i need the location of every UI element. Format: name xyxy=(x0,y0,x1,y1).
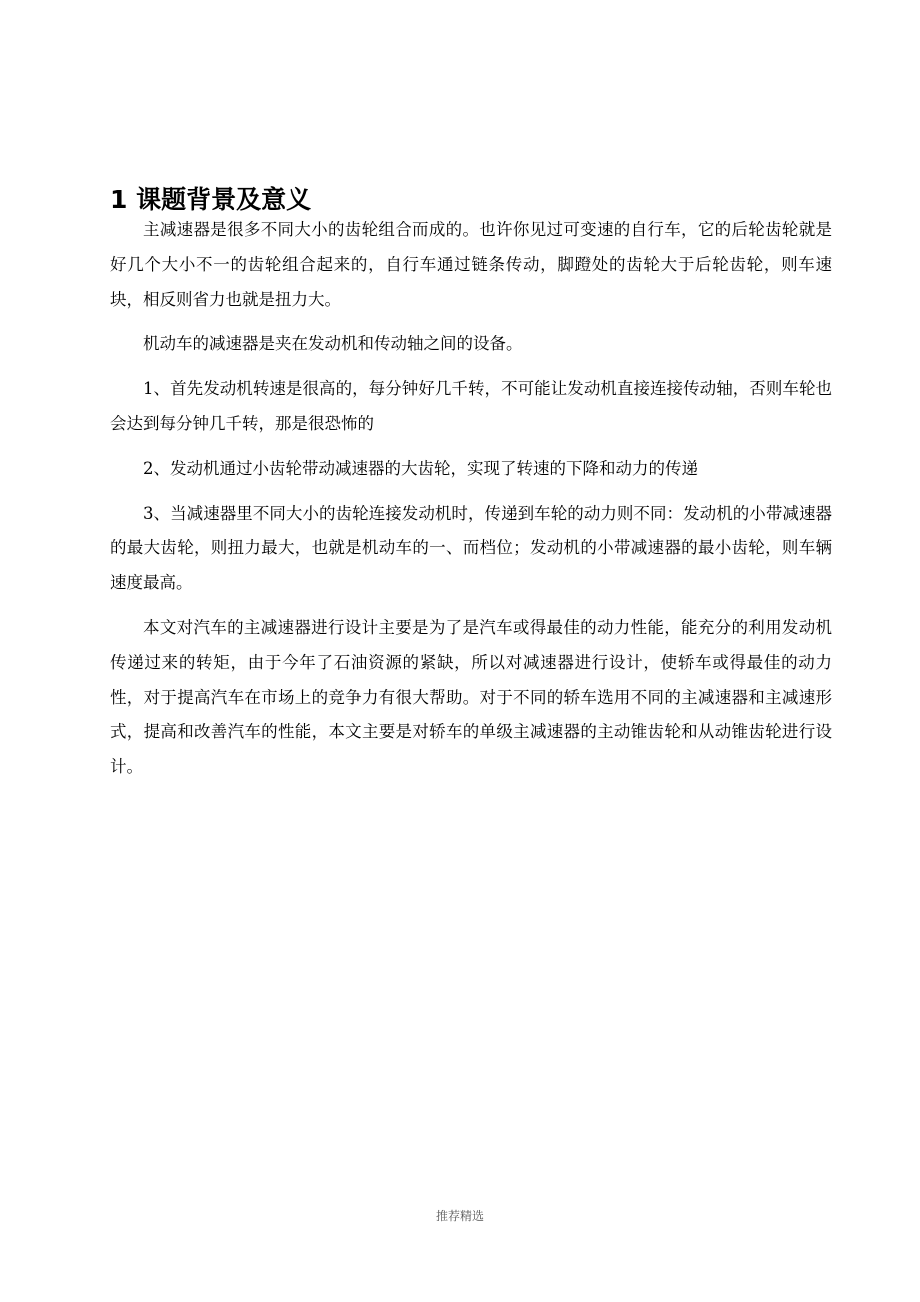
paragraph-2: 机动车的减速器是夹在发动机和传动轴之间的设备。 xyxy=(143,334,523,354)
paragraph-3: 1、首先发动机转速是很高的，每分钟好几千转，不可能让发动机直接连接传动轴，否则车轮也会达到每分钟几千转，那是很恐怖的 xyxy=(110,379,832,433)
section-heading: 1 课题背景及意义 xyxy=(110,185,312,214)
document-body xyxy=(110,213,832,795)
paragraph-6: 本文对汽车的主减速器进行设计主要是为了是汽车或得最佳的动力性能，能充分的利用发动机传递过来的转矩，由于今年了石油资源的紧缺，所以对减速器进行设计，使轿车或得最佳的动力性，对于提高汽车在市场上的竞争力有很大帮助。对于不同的轿车选用不同的主减速器和主减速形式，提高和改善汽车的性能，本文主要是对轿车的单级主减速器的主动锥齿轮和从动锥齿轮进行设计。 xyxy=(110,617,832,777)
paragraph-1: 主减速器是很多不同大小的齿轮组合而成的。也许你见过可变速的自行车，它的后轮齿轮就是好几个大小不一的齿轮组合起来的，自行车通过链条传动，脚蹬处的齿轮大于后轮齿轮，则车速块，相反则省力也就是扭力大。 xyxy=(110,220,832,309)
paragraph-5: 3、当减速器里不同大小的齿轮连接发动机时，传递到车轮的动力则不同：发动机的小带减速器的最大齿轮，则扭力最大，也就是机动车的一、而档位；发动机的小带减速器的最小齿轮，则车辆速度最高。 xyxy=(110,503,832,593)
paragraph-4: 2、发动机通过小齿轮带动减速器的大齿轮，实现了转速的下降和动力的传递 xyxy=(143,458,698,478)
page-footer: 推荐精选 xyxy=(435,1209,484,1223)
